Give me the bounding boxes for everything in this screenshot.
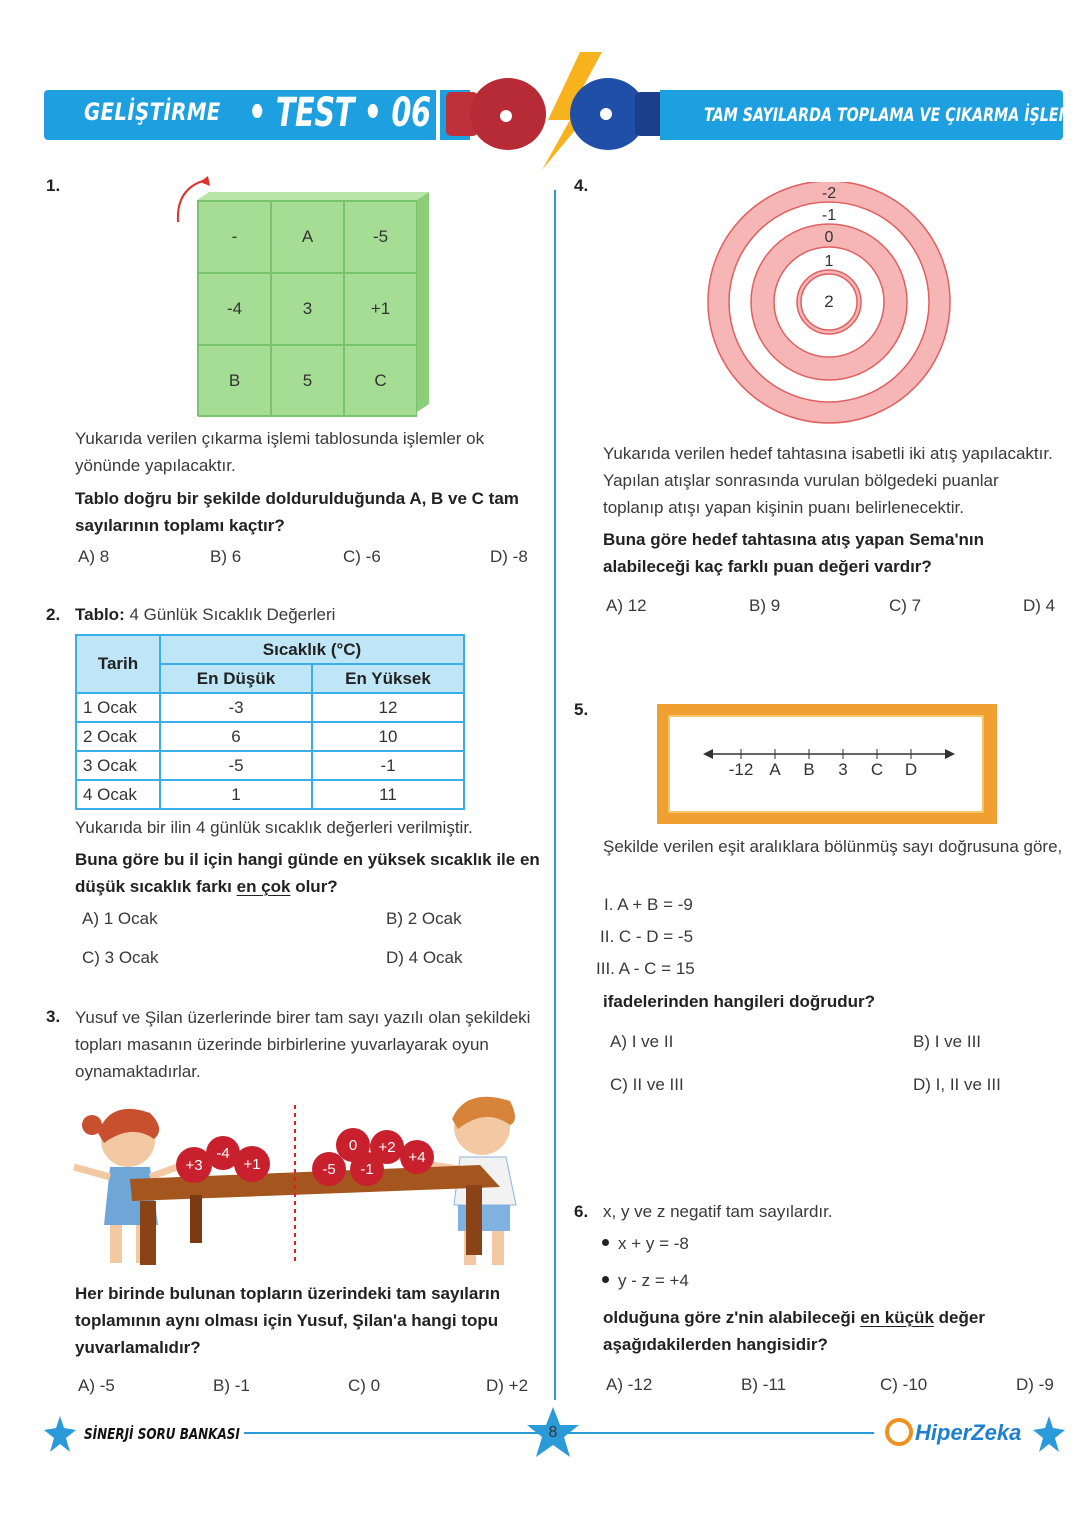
grid-cell: B [198, 345, 271, 417]
cell-min: 1 [160, 780, 312, 809]
cell-max: -1 [312, 751, 464, 780]
table-row [76, 693, 464, 722]
ball: +3 [176, 1147, 212, 1183]
question-prompt [603, 1304, 1063, 1358]
option-d[interactable]: D) -9 [1016, 1375, 1054, 1394]
equation: y - z = +4 [618, 1271, 689, 1290]
equation: x + y = -8 [618, 1234, 689, 1253]
question-number: 4. [574, 176, 589, 195]
table-row [76, 751, 464, 780]
question-text: Şekilde verilen eşit aralıklara bölünmüş sayı doğrusuna göre, [603, 837, 1063, 856]
option-a[interactable]: A) -5 [78, 1376, 115, 1395]
ring-label: 2 [824, 292, 834, 311]
caption-text: 4 Günlük Sıcaklık Değerleri [129, 605, 336, 624]
ring-label: -2 [821, 185, 837, 202]
cell-date: 1 Ocak [76, 693, 160, 722]
prompt-part: olur? [295, 877, 338, 896]
question-prompt: Her birinde bulunan topların üzerindeki tam sayıların toplamının aynı olması için Yusuf, Şilan'a hangi topu yuvarlamalıdır? [75, 1284, 501, 1357]
option-c[interactable]: C) 3 Ocak [82, 948, 159, 967]
ball: -1 [350, 1152, 384, 1186]
option-c[interactable]: C) 0 [348, 1376, 381, 1395]
ball: +4 [400, 1140, 434, 1174]
grid-cell: 5 [271, 345, 344, 417]
prompt-underline: en küçük [860, 1308, 934, 1327]
cell-min: -3 [160, 693, 312, 722]
grid-cell: +1 [344, 273, 417, 345]
question-text: Yusuf ve Şilan üzerlerinde birer tam sayı yazılı olan şekildeki topları masanın üzerinde birbirlerine yuvarlayarak oyun oynamaktadırlar. [75, 1008, 531, 1081]
temperature-table [75, 634, 465, 810]
star-icon [44, 1414, 76, 1456]
table-row [76, 722, 464, 751]
line-label: 3 [838, 760, 848, 779]
page-number: 8 [548, 1424, 558, 1441]
ball: -4 [206, 1136, 240, 1170]
column-divider [554, 190, 556, 1400]
cell-date: 3 Ocak [76, 751, 160, 780]
cell-date: 4 Ocak [76, 780, 160, 809]
grid-cell: C [344, 345, 417, 417]
header-min: En Düşük [160, 664, 312, 693]
option-b[interactable]: B) I ve III [913, 1032, 982, 1051]
prompt-part: değer aşağıdakilerden hangisidir? [603, 1308, 985, 1354]
grid-cell: -5 [344, 201, 417, 273]
ring-label: -1 [821, 207, 837, 224]
subtraction-grid [197, 200, 417, 416]
header-date: Tarih [76, 635, 160, 693]
option-a[interactable]: A) 8 [78, 547, 110, 566]
option-b[interactable]: B) -11 [741, 1375, 787, 1394]
bullet-icon [602, 1239, 609, 1246]
kids-table-illustration [70, 1085, 540, 1270]
option-a[interactable]: A) 1 Ocak [82, 909, 158, 928]
prompt-part: Buna göre bu il için hangi günde en yüksek sıcaklık ile en düşük sıcaklık farkı [75, 850, 540, 896]
grid-cell: A [271, 201, 344, 273]
option-d[interactable]: D) I, II ve III [913, 1075, 1001, 1094]
question-prompt: Tablo doğru bir şekilde doldurulduğunda A, B ve C tam sayılarının toplamı kaçtır? [75, 489, 519, 535]
question-prompt: Buna göre hedef tahtasına atış yapan Sema'nın alabileceği kaç farklı puan değeri vardır? [603, 530, 984, 576]
ring-label: 1 [824, 253, 834, 270]
ball: 0 [336, 1128, 370, 1162]
option-d[interactable]: D) -8 [490, 547, 528, 566]
cell-max: 11 [312, 780, 464, 809]
caption-label: Tablo: [75, 605, 125, 624]
prompt-underline: en çok [236, 877, 291, 896]
table-row [76, 780, 464, 809]
cell-max: 10 [312, 722, 464, 751]
option-d[interactable]: D) 4 [1023, 596, 1056, 615]
question-text: Yukarıda bir ilin 4 günlük sıcaklık değerleri verilmiştir. [75, 818, 473, 837]
star-icon [1033, 1414, 1065, 1456]
brand-logo-icon [884, 1414, 914, 1450]
question-prompt [75, 846, 540, 900]
grid-cell: - [198, 201, 271, 273]
grid-cell: -4 [198, 273, 271, 345]
question-number: 1. [46, 176, 61, 195]
test-title: • TEST • 06 [248, 90, 431, 136]
cell-max: 12 [312, 693, 464, 722]
prompt-part: olduğuna göre z'nin alabileceği [603, 1308, 856, 1327]
question-number: 3. [46, 1007, 61, 1026]
option-b[interactable]: B) 6 [210, 547, 242, 566]
option-b[interactable]: B) 2 Ocak [386, 909, 462, 928]
cell-min: 6 [160, 722, 312, 751]
statement: I. A + B = -9 [604, 895, 693, 914]
ring-label: 0 [824, 229, 834, 246]
header-max: En Yüksek [312, 664, 464, 693]
option-c[interactable]: C) -10 [880, 1375, 928, 1394]
question-text: Yukarıda verilen çıkarma işlemi tablosunda işlemler ok yönünde yapılacaktır. [75, 429, 485, 475]
question-prompt: ifadelerinden hangileri doğrudur? [603, 992, 876, 1011]
bullet-icon [602, 1276, 609, 1283]
ball: -5 [312, 1152, 346, 1186]
option-c[interactable]: C) 7 [889, 596, 922, 615]
option-a[interactable]: A) 12 [606, 596, 647, 615]
line-label: -12 [728, 760, 754, 779]
question-number: 6. [574, 1202, 589, 1221]
topic-title: TAM SAYILARDA TOPLAMA VE ÇIKARMA İŞLEMİ [704, 104, 1079, 126]
line-label: D [904, 760, 918, 779]
option-c[interactable]: C) -6 [343, 547, 381, 566]
option-d[interactable]: D) 4 Ocak [386, 948, 463, 967]
option-c[interactable]: C) II ve III [610, 1075, 684, 1094]
cell-min: -5 [160, 751, 312, 780]
ball: +1 [234, 1146, 270, 1182]
question-text: Yukarıda verilen hedef tahtasına isabetli iki atış yapılacaktır. Yapılan atışlar sonrasında vurulan bölgedeki puanlar toplanıp atışı yapan kişinin puanı belirlenecektir. [603, 444, 1053, 517]
statement: III. A - C = 15 [596, 959, 695, 978]
option-a[interactable]: A) I ve II [610, 1032, 674, 1051]
brand-name: HiperZeka [915, 1420, 1022, 1445]
grid-cell: 3 [271, 273, 344, 345]
option-b[interactable]: B) 9 [749, 596, 781, 615]
cell-date: 2 Ocak [76, 722, 160, 751]
header-temperature: Sıcaklık (°C) [160, 635, 464, 664]
option-b[interactable]: B) -1 [213, 1376, 250, 1395]
boxing-gloves-icon [430, 50, 680, 175]
option-a[interactable]: A) -12 [606, 1375, 653, 1394]
line-label: A [769, 760, 781, 779]
section-title: GELİŞTİRME [84, 98, 221, 126]
question-number: 5. [574, 700, 589, 719]
line-label: C [870, 760, 884, 779]
ball: +2 [370, 1130, 404, 1164]
statement: II. C - D = -5 [600, 927, 694, 946]
line-label: B [803, 760, 815, 779]
table-caption [75, 605, 335, 625]
footer-title: SİNERJİ SORU BANKASI [84, 1425, 240, 1443]
option-d[interactable]: D) +2 [486, 1376, 529, 1395]
question-number: 2. [46, 605, 61, 624]
question-text: x, y ve z negatif tam sayılardır. [603, 1202, 833, 1221]
